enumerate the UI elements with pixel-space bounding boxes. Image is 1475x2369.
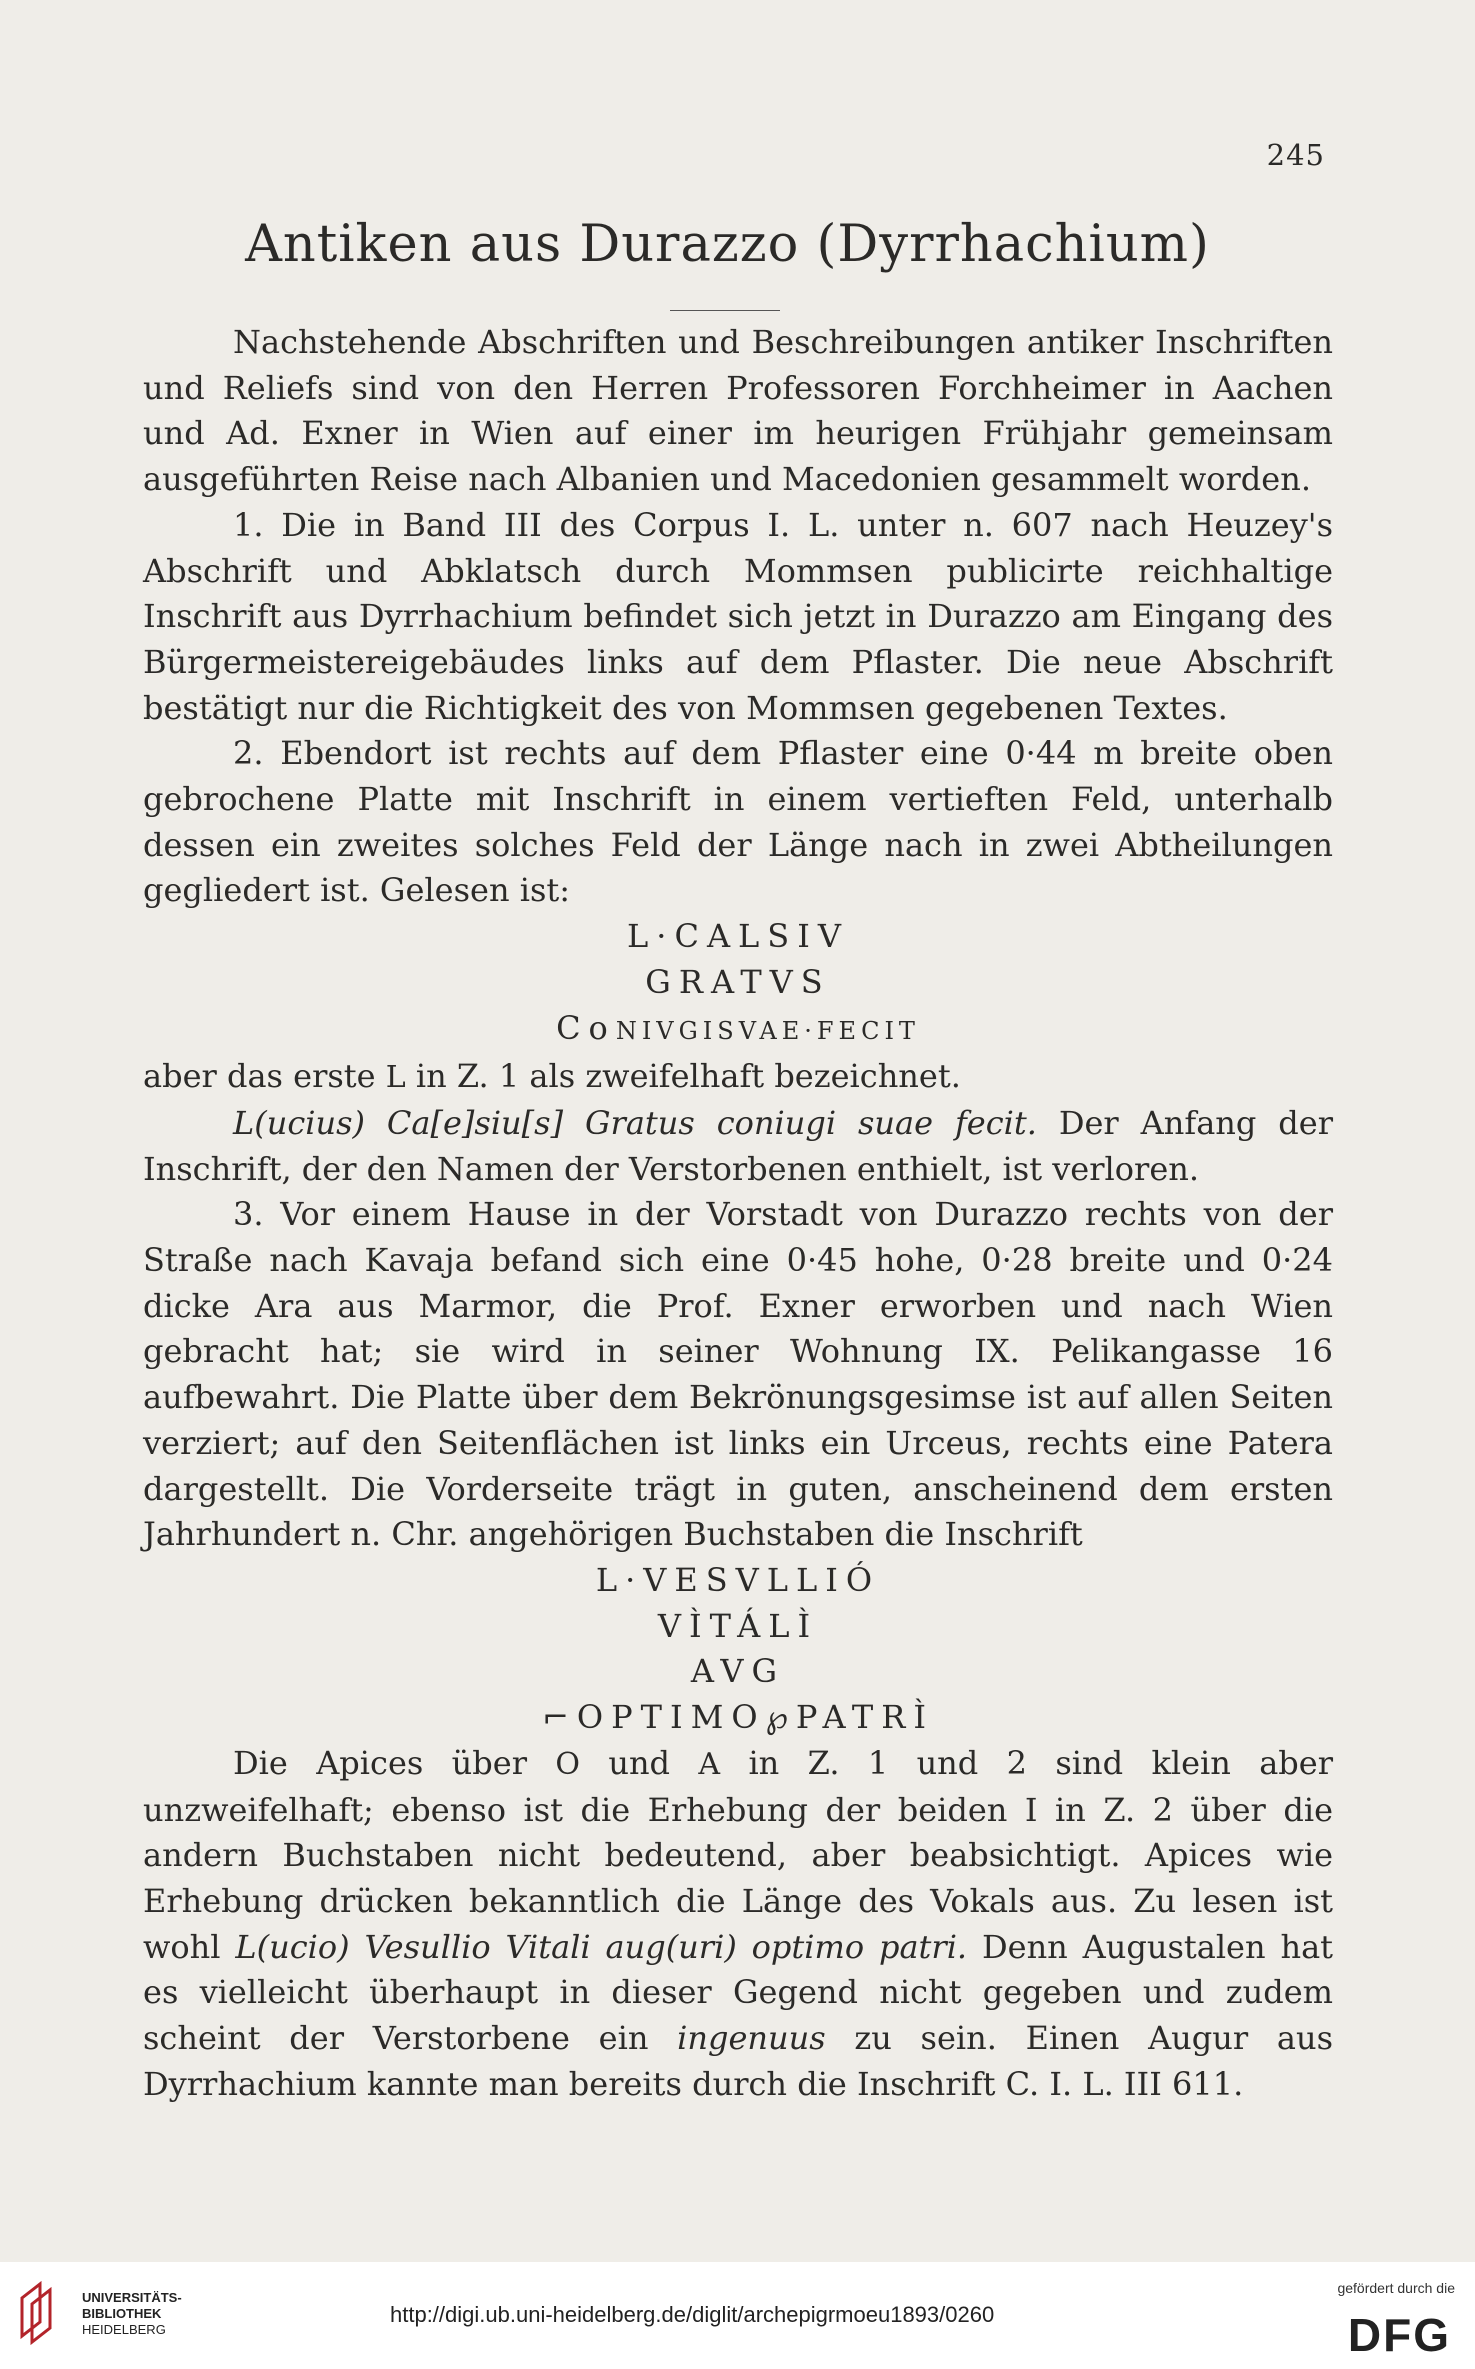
footer-bar (0, 2262, 1475, 2369)
paragraph-2: 2. Ebendort ist rechts auf dem Pflaster eine 0·44 m breite oben gebrochene Platte mit Inschrift in einem vertieften Feld, unterhalb dessen ein zweites solches Feld der Länge nach in zwei Abtheilungen gegliedert ist. Gelesen ist: (143, 734, 1333, 910)
paragraph-intro: Nachstehende Abschriften und Beschreibungen antiker Inschriften und Reliefs sind von den Herren Professoren Forchheimer in Aachen und Ad. Exner in Wien auf einer im heurigen Frühjahr gemeinsam ausgeführten Reise nach Albanien und Macedonien gesammelt worden. (143, 323, 1333, 499)
title-divider (670, 310, 780, 311)
paragraph-note: aber das erste L in Z. 1 als zweifelhaft bezeichnet. (143, 1057, 961, 1096)
source-url-link[interactable]: http://digi.ub.uni-heidelberg.de/diglit/archepigrmoeu1893/0260 (390, 2302, 995, 2327)
body-text (143, 320, 1333, 2107)
inscription-large-letters: Co (556, 1008, 616, 1047)
page-number: 245 (1266, 138, 1325, 172)
library-logo-icon (14, 2276, 64, 2346)
paragraph-commentary: Die Apices über O und A in Z. 1 und 2 sind klein aber unzweifelhaft; ebenso ist die Erhebung der beiden I in Z. 2 über die andern Buchstaben nicht bedeutend, aber beabsichtigt. Apices wie Erhebung drücken bekanntlich die Länge des Vokals aus. Zu lesen ist wohl L(ucio) Vesullio Vitali aug(uri) optimo patri. Denn Augustalen hat es vielleicht überhaupt in dieser Gegend nicht gegeben und zudem scheint der Verstorbene ein ingenuus zu sein. Einen Augur aus Dyrrhachium kannte man bereits durch die Inschrift C. I. L. III 611. (143, 1743, 1334, 2103)
paragraph-1: 1. Die in Band III des Corpus I. L. unter n. 607 nach Heuzey's Abschrift und Abklatsch durch Mommsen publicirte reichhaltige Inschrift aus Dyrrhachium befindet sich jetzt in Durazzo am Eingang des Bürgermeistereigebäudes links auf dem Pflaster. Die neue Abschrift bestätigt nur die Richtigkeit des von Mommsen gegebenen Textes. (143, 505, 1333, 727)
inscription-vesullius (143, 1558, 1333, 1741)
inscription-small-letters: NIVGISVAE·FECIT (615, 1016, 920, 1045)
inscription-line: ⌐OPTIMO℘PATRÌ (542, 1698, 934, 1737)
inscription-line: L·VESVLLIÓ (595, 1560, 881, 1599)
inscription-line (143, 1006, 1333, 1055)
article-title: Antiken aus Durazzo (Dyrrhachium) (245, 215, 1210, 274)
paragraph-reading: L(ucius) Ca[e]siu[s] Gratus coniugi suae fecit. Der Anfang der Inschrift, der den Namen der Verstorbenen enthielt, ist verloren. (143, 1103, 1334, 1188)
funded-by-label: gefördert durch die (1337, 2280, 1455, 2296)
inscription-line: AVG (690, 1652, 786, 1691)
inscription-line: GRATVS (645, 962, 831, 1001)
inscription-calsius (143, 914, 1333, 1054)
inscription-line: VÌTÁLÌ (657, 1606, 819, 1645)
dfg-logo: DFG (1347, 2309, 1451, 2361)
paragraph-3: 3. Vor einem Hause in der Vorstadt von Durazzo rechts von der Straße nach Kavaja befand sich eine 0·45 hohe, 0·28 breite und 0·24 dicke Ara aus Marmor, die Prof. Exner erworben und nach Wien gebracht hat; sie wird in seiner Wohnung IX. Pelikangasse 16 aufbewahrt. Die Platte über dem Bekrönungsgesimse ist auf allen Seiten verziert; auf den Seitenflächen ist links ein Urceus, rechts eine Patera dargestellt. Die Vorderseite trägt in guten, anscheinend dem ersten Jahrhundert n. Chr. angehörigen Buchstaben die Inschrift (143, 1195, 1333, 1554)
library-name: UNIVERSITÄTS- BIBLIOTHEK HEIDELBERG (82, 2290, 182, 2337)
inscription-line: L·CALSIV (627, 917, 849, 956)
